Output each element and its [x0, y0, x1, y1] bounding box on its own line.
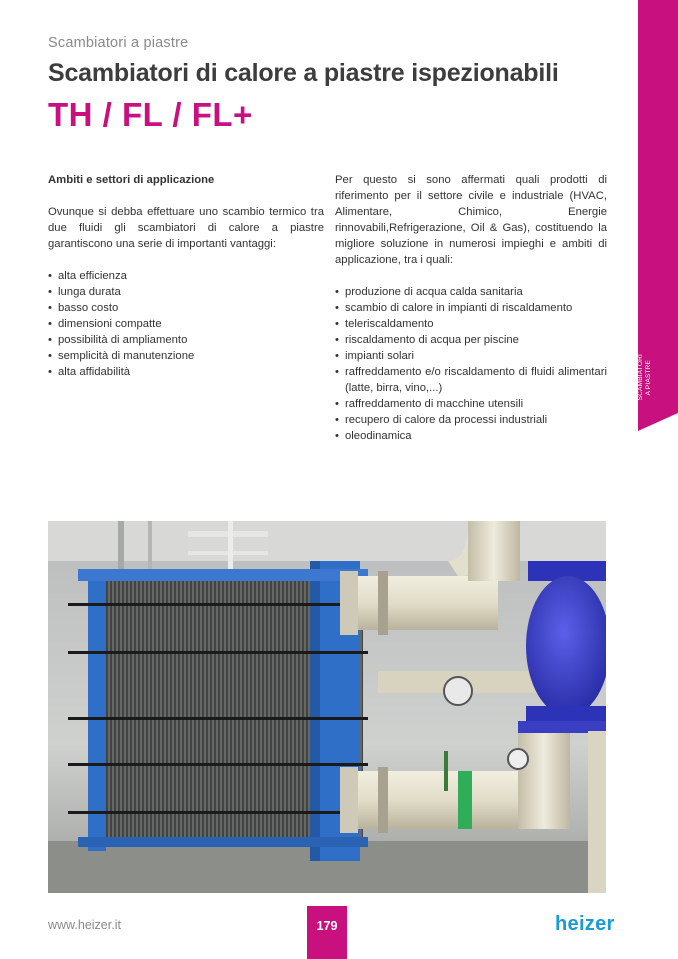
right-column	[335, 172, 607, 444]
application-item: • teleriscaldamento	[335, 316, 607, 332]
reference-paragraph: Per questo si sono affermati quali prodotti di riferimento per il settore civile e industriale (HVAC, Alimentare, Chimico, Energie rinnovabili,Refrigerazione, Oil & Gas), costituendo la migliore soluzione in numerosi impieghi e ambiti di applicazione, tra i quali:	[335, 174, 607, 266]
side-tab-line-2: A PIASTRE	[645, 359, 652, 395]
section-kicker: Scambiatori a piastre	[48, 35, 189, 51]
page-title: Scambiatori di calore a piastre ispezionabili	[48, 59, 559, 87]
advantage-item: • semplicità di manutenzione	[48, 348, 324, 364]
intro-paragraph: Ovunque si debba effettuare uno scambio termico tra due fluidi gli scambiatori di calore a piastre garantiscono una serie di importanti vantaggi:	[48, 206, 324, 250]
advantage-item: • alta affidabilità	[48, 364, 324, 380]
model-subtitle: TH / FL / FL+	[48, 96, 253, 133]
advantage-item: • lunga durata	[48, 284, 324, 300]
side-tab-line-1: SCAMBIATORI	[637, 354, 644, 401]
footer-url[interactable]: www.heizer.it	[48, 918, 121, 932]
application-item: • oleodinamica	[335, 428, 607, 444]
advantage-item: • alta efficienza	[48, 268, 324, 284]
page-number: 179	[316, 919, 338, 933]
advantages-list	[48, 268, 324, 380]
side-tab-label	[637, 354, 665, 400]
advantage-item: • dimensioni compatte	[48, 316, 324, 332]
application-item: • riscaldamento di acqua per piscine	[335, 332, 607, 348]
application-item: • produzione di acqua calda sanitaria	[335, 284, 607, 300]
applications-heading: Ambiti e settori di applicazione	[48, 174, 215, 186]
page-number-box	[307, 906, 347, 959]
application-item: • raffreddamento di macchine utensili	[335, 396, 607, 412]
application-item: • impianti solari	[335, 348, 607, 364]
application-item: • raffreddamento e/o riscaldamento di fluidi alimentari (latte, birra, vino,...)	[335, 364, 607, 396]
advantage-item: • possibilità di ampliamento	[48, 332, 324, 348]
applications-list	[335, 284, 607, 444]
heizer-logo: heizer	[555, 913, 615, 935]
advantage-item: • basso costo	[48, 300, 324, 316]
application-item: • recupero di calore da processi industriali	[335, 412, 607, 428]
left-column	[48, 172, 324, 380]
heat-exchanger-photo	[48, 521, 606, 893]
application-item: • scambio di calore in impianti di riscaldamento	[335, 300, 607, 316]
